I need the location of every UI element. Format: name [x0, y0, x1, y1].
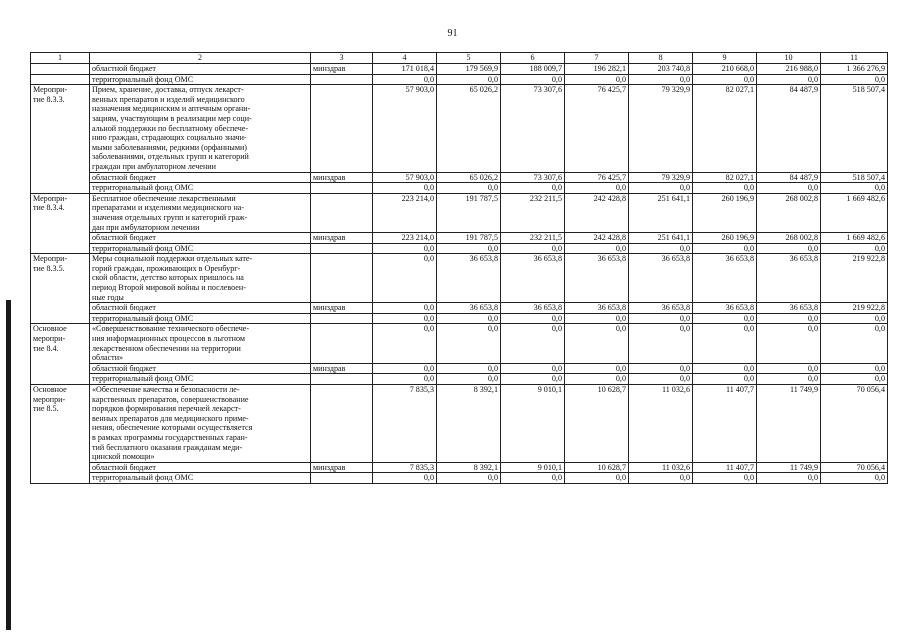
amount-cell: 0,0: [373, 74, 437, 85]
funding-row: [31, 172, 888, 183]
amount-cell: 0,0: [501, 313, 565, 324]
amount-cell: 76 425,7: [565, 85, 629, 172]
activity-description: «Совершенствование технического обеспече- ния информационных процессов в льготном лекарственном обеспечении на территории области»: [90, 324, 311, 363]
activity-row: [31, 385, 888, 463]
amount-cell: 36 653,8: [437, 254, 501, 303]
amount-cell: 0,0: [501, 363, 565, 374]
responsible-cell: [311, 473, 373, 484]
amount-cell: 0,0: [437, 183, 501, 194]
amount-cell: 36 653,8: [693, 303, 757, 314]
header-cell: 4: [373, 53, 437, 64]
table-header-row: [31, 53, 888, 64]
amount-cell: 0,0: [501, 374, 565, 385]
header-cell: 5: [437, 53, 501, 64]
amount-cell: 0,0: [629, 183, 693, 194]
amount-cell: 11 407,7: [693, 462, 757, 473]
amount-cell: 11 749,9: [757, 385, 821, 463]
amount-cell: 0,0: [629, 74, 693, 85]
amount-cell: 7 835,3: [373, 462, 437, 473]
header-cell: 11: [821, 53, 888, 64]
responsible-cell: [311, 74, 373, 85]
page-number: 91: [447, 28, 458, 39]
amount-cell: 36 653,8: [693, 254, 757, 303]
responsible-cell: [311, 85, 373, 172]
funding-source-label: областной бюджет: [90, 64, 311, 75]
amount-cell: 260 196,9: [693, 233, 757, 244]
funding-source-label: областной бюджет: [90, 233, 311, 244]
responsible-cell: минздрав: [311, 462, 373, 473]
amount-cell: 0,0: [501, 473, 565, 484]
amount-cell: 0,0: [757, 313, 821, 324]
amount-cell: 65 026,2: [437, 85, 501, 172]
activity-description: Прием, хранение, доставка, отпуск лекарст- венных препаратов и изделий медицинского назначения медицинским и аптечным органи- зациям, участвующим в реализации мер соци- альной поддержки по бесплатному обеспече- нию граждан, страдающих социально значи- мыми заболеваниями, редкими (орфанными) заболеваниями, отдельных групп и категорий граждан при амбулаторном лечении: [90, 85, 311, 172]
amount-cell: 36 653,8: [629, 254, 693, 303]
responsible-cell: [311, 313, 373, 324]
amount-cell: 0,0: [821, 363, 888, 374]
activity-cell: [31, 74, 90, 85]
amount-cell: 0,0: [437, 374, 501, 385]
funding-source-label: областной бюджет: [90, 303, 311, 314]
budget-table: [30, 52, 888, 484]
header-cell: 1: [31, 53, 90, 64]
amount-cell: 0,0: [565, 473, 629, 484]
amount-cell: 11 032,6: [629, 462, 693, 473]
amount-cell: 0,0: [437, 243, 501, 254]
amount-cell: 0,0: [437, 324, 501, 363]
amount-cell: 0,0: [565, 313, 629, 324]
amount-cell: 0,0: [821, 374, 888, 385]
amount-cell: 84 487,9: [757, 85, 821, 172]
amount-cell: 0,0: [565, 243, 629, 254]
funding-row: [31, 243, 888, 254]
amount-cell: 0,0: [629, 374, 693, 385]
amount-cell: 242 428,8: [565, 193, 629, 232]
amount-cell: 0,0: [437, 473, 501, 484]
amount-cell: 76 425,7: [565, 172, 629, 183]
amount-cell: 1 669 482,6: [821, 193, 888, 232]
amount-cell: 36 653,8: [565, 254, 629, 303]
funding-source-label: территориальный фонд ОМС: [90, 473, 311, 484]
amount-cell: 11 032,6: [629, 385, 693, 463]
amount-cell: 8 392,1: [437, 385, 501, 463]
amount-cell: 73 307,6: [501, 172, 565, 183]
header-cell: 9: [693, 53, 757, 64]
amount-cell: 65 026,2: [437, 172, 501, 183]
amount-cell: 0,0: [693, 313, 757, 324]
amount-cell: 191 787,5: [437, 233, 501, 244]
funding-source-label: территориальный фонд ОМС: [90, 374, 311, 385]
amount-cell: 82 027,1: [693, 172, 757, 183]
funding-row: [31, 473, 888, 484]
amount-cell: 0,0: [501, 324, 565, 363]
activity-row: [31, 324, 888, 363]
amount-cell: 0,0: [629, 473, 693, 484]
amount-cell: 0,0: [437, 363, 501, 374]
amount-cell: 0,0: [501, 74, 565, 85]
amount-cell: 232 211,5: [501, 233, 565, 244]
amount-cell: 0,0: [565, 324, 629, 363]
amount-cell: 0,0: [565, 363, 629, 374]
amount-cell: 219 922,8: [821, 303, 888, 314]
amount-cell: 0,0: [757, 183, 821, 194]
amount-cell: 0,0: [501, 243, 565, 254]
responsible-cell: [311, 385, 373, 463]
amount-cell: 179 569,9: [437, 64, 501, 75]
amount-cell: 0,0: [757, 243, 821, 254]
amount-cell: 82 027,1: [693, 85, 757, 172]
funding-row: [31, 74, 888, 85]
amount-cell: 0,0: [629, 243, 693, 254]
amount-cell: 0,0: [757, 374, 821, 385]
amount-cell: 219 922,8: [821, 254, 888, 303]
amount-cell: 36 653,8: [629, 303, 693, 314]
amount-cell: 1 366 276,9: [821, 64, 888, 75]
amount-cell: 0,0: [501, 183, 565, 194]
responsible-cell: [311, 324, 373, 363]
amount-cell: 0,0: [565, 374, 629, 385]
amount-cell: 0,0: [373, 374, 437, 385]
amount-cell: 0,0: [693, 374, 757, 385]
amount-cell: 0,0: [693, 74, 757, 85]
amount-cell: 0,0: [373, 363, 437, 374]
amount-cell: 36 653,8: [501, 254, 565, 303]
amount-cell: 7 835,3: [373, 385, 437, 463]
activity-cell: Основное меропри- тие 8.5.: [31, 385, 90, 484]
amount-cell: 0,0: [629, 363, 693, 374]
scan-margin-bar: [6, 300, 11, 630]
funding-source-label: территориальный фонд ОМС: [90, 313, 311, 324]
amount-cell: 0,0: [693, 243, 757, 254]
responsible-cell: минздрав: [311, 233, 373, 244]
amount-cell: 171 018,4: [373, 64, 437, 75]
amount-cell: 188 009,7: [501, 64, 565, 75]
amount-cell: 0,0: [693, 363, 757, 374]
amount-cell: 0,0: [373, 473, 437, 484]
amount-cell: 0,0: [565, 183, 629, 194]
responsible-cell: [311, 374, 373, 385]
amount-cell: 8 392,1: [437, 462, 501, 473]
header-cell: 3: [311, 53, 373, 64]
activity-cell: Меропри- тие 8.3.4.: [31, 193, 90, 254]
amount-cell: 0,0: [821, 313, 888, 324]
amount-cell: 70 056,4: [821, 385, 888, 463]
funding-source-label: территориальный фонд ОМС: [90, 74, 311, 85]
header-cell: 2: [90, 53, 311, 64]
amount-cell: 0,0: [373, 324, 437, 363]
amount-cell: 242 428,8: [565, 233, 629, 244]
activity-row: [31, 85, 888, 172]
funding-row: [31, 303, 888, 314]
amount-cell: 73 307,6: [501, 85, 565, 172]
amount-cell: 0,0: [437, 74, 501, 85]
amount-cell: 0,0: [757, 74, 821, 85]
funding-source-label: областной бюджет: [90, 172, 311, 183]
amount-cell: 223 214,0: [373, 233, 437, 244]
amount-cell: 0,0: [821, 473, 888, 484]
amount-cell: 0,0: [757, 363, 821, 374]
amount-cell: 10 628,7: [565, 385, 629, 463]
funding-row: [31, 233, 888, 244]
activity-row: [31, 193, 888, 232]
responsible-cell: [311, 243, 373, 254]
amount-cell: 203 740,8: [629, 64, 693, 75]
amount-cell: 251 641,1: [629, 233, 693, 244]
activity-cell: Меропри- тие 8.3.5.: [31, 254, 90, 324]
responsible-cell: [311, 193, 373, 232]
header-cell: 8: [629, 53, 693, 64]
amount-cell: 191 787,5: [437, 193, 501, 232]
header-cell: 7: [565, 53, 629, 64]
amount-cell: 251 641,1: [629, 193, 693, 232]
amount-cell: 0,0: [373, 243, 437, 254]
amount-cell: 0,0: [693, 473, 757, 484]
activity-cell: [31, 64, 90, 75]
amount-cell: 9 010,1: [501, 462, 565, 473]
amount-cell: 0,0: [757, 473, 821, 484]
amount-cell: 11 749,9: [757, 462, 821, 473]
activity-description: Меры социальной поддержки отдельных кате- горий граждан, проживающих в Оренбург- ской области, детство которых пришлось на период Второй мировой войны и послевоен- ные годы: [90, 254, 311, 303]
funding-source-label: территориальный фонд ОМС: [90, 243, 311, 254]
amount-cell: 0,0: [565, 74, 629, 85]
amount-cell: 36 653,8: [757, 254, 821, 303]
amount-cell: 0,0: [629, 313, 693, 324]
activity-description: Бесплатное обеспечение лекарственными препаратами и изделиями медицинского на- значения отдельных групп и категорий граж- дан при амбулаторном лечении: [90, 193, 311, 232]
amount-cell: 268 002,8: [757, 193, 821, 232]
amount-cell: 0,0: [373, 313, 437, 324]
responsible-cell: [311, 183, 373, 194]
funding-source-label: областной бюджет: [90, 462, 311, 473]
funding-row: [31, 64, 888, 75]
funding-row: [31, 374, 888, 385]
responsible-cell: минздрав: [311, 64, 373, 75]
amount-cell: 57 903,0: [373, 85, 437, 172]
amount-cell: 518 507,4: [821, 172, 888, 183]
amount-cell: 0,0: [821, 324, 888, 363]
amount-cell: 216 988,0: [757, 64, 821, 75]
amount-cell: 36 653,8: [501, 303, 565, 314]
amount-cell: 0,0: [821, 183, 888, 194]
amount-cell: 0,0: [757, 324, 821, 363]
amount-cell: 232 211,5: [501, 193, 565, 232]
activity-cell: Меропри- тие 8.3.3.: [31, 85, 90, 194]
responsible-cell: [311, 254, 373, 303]
funding-row: [31, 313, 888, 324]
amount-cell: 260 196,9: [693, 193, 757, 232]
responsible-cell: минздрав: [311, 172, 373, 183]
amount-cell: 518 507,4: [821, 85, 888, 172]
amount-cell: 0,0: [373, 303, 437, 314]
amount-cell: 79 329,9: [629, 172, 693, 183]
responsible-cell: минздрав: [311, 303, 373, 314]
amount-cell: 36 653,8: [437, 303, 501, 314]
amount-cell: 1 669 482,6: [821, 233, 888, 244]
amount-cell: 70 056,4: [821, 462, 888, 473]
amount-cell: 10 628,7: [565, 462, 629, 473]
activity-cell: Основное меропри- тие 8.4.: [31, 324, 90, 385]
amount-cell: 0,0: [629, 324, 693, 363]
amount-cell: 0,0: [693, 324, 757, 363]
amount-cell: 57 903,0: [373, 172, 437, 183]
amount-cell: 0,0: [693, 183, 757, 194]
funding-row: [31, 183, 888, 194]
amount-cell: 0,0: [437, 313, 501, 324]
amount-cell: 196 282,1: [565, 64, 629, 75]
funding-row: [31, 363, 888, 374]
amount-cell: 210 668,0: [693, 64, 757, 75]
amount-cell: 9 010,1: [501, 385, 565, 463]
amount-cell: 0,0: [821, 74, 888, 85]
funding-row: [31, 462, 888, 473]
amount-cell: 268 002,8: [757, 233, 821, 244]
activity-row: [31, 254, 888, 303]
funding-source-label: территориальный фонд ОМС: [90, 183, 311, 194]
amount-cell: 36 653,8: [757, 303, 821, 314]
amount-cell: 223 214,0: [373, 193, 437, 232]
header-cell: 10: [757, 53, 821, 64]
amount-cell: 36 653,8: [565, 303, 629, 314]
amount-cell: 11 407,7: [693, 385, 757, 463]
amount-cell: 84 487,9: [757, 172, 821, 183]
amount-cell: 0,0: [821, 243, 888, 254]
amount-cell: 0,0: [373, 183, 437, 194]
header-cell: 6: [501, 53, 565, 64]
funding-source-label: областной бюджет: [90, 363, 311, 374]
amount-cell: 0,0: [373, 254, 437, 303]
activity-description: «Обеспечение качества и безопасности ле- карственных препаратов, совершенствование порядков формирования перечней лекарст- венных препаратов для медицинского приме- нения, обеспечение которыми осуществляется в рамках программы государственных гаран- тий бесплатного оказания гражданам меди- цинской помощи»: [90, 385, 311, 463]
responsible-cell: минздрав: [311, 363, 373, 374]
amount-cell: 79 329,9: [629, 85, 693, 172]
